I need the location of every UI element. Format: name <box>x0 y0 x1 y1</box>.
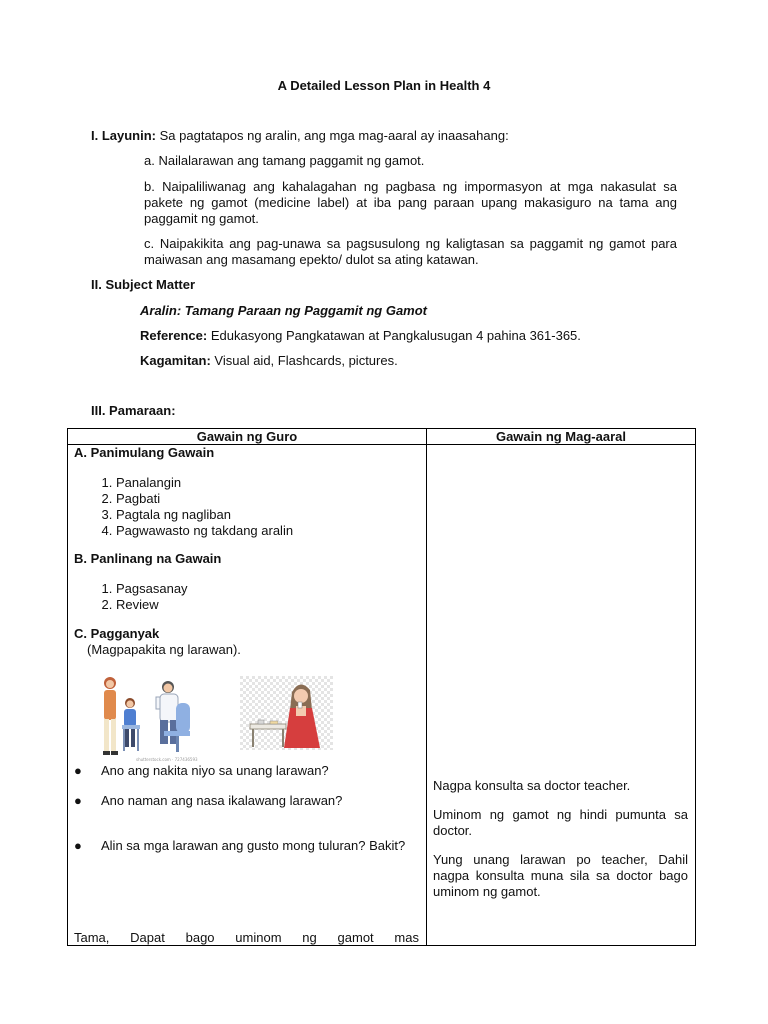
section-a-list <box>74 475 293 539</box>
teacher-cell <box>68 445 427 946</box>
answer-2: Uminom ng gamot ng hindi pumunta sa doctor. <box>433 807 688 838</box>
question-2: ● Ano naman ang nasa ikalawang larawan? <box>74 793 343 808</box>
list-item: 1. Pagsasanay <box>116 581 188 597</box>
section-b-list <box>74 581 188 613</box>
kagamitan-line <box>140 353 700 369</box>
subject-matter-heading: II. Subject Matter <box>91 277 196 292</box>
section-a-heading: A. Panimulang Gawain <box>74 445 215 460</box>
reference-value: Edukasyong Pangkatawan at Pangkalusugan 4 pahina 361-365. <box>210 328 581 343</box>
reference-label: Reference: <box>140 328 208 343</box>
procedure-heading: III. Pamaraan: <box>91 403 176 418</box>
list-item: 1. Panalangin <box>116 475 293 491</box>
answer-3: Yung unang larawan po teacher, Dahil nagpa konsulta muna sila sa doctor bago uminom ng gamot. <box>433 852 688 899</box>
page-title: A Detailed Lesson Plan in Health 4 <box>277 78 491 93</box>
child-body <box>124 709 136 727</box>
reference-line <box>140 328 700 344</box>
section-b-heading: B. Panlinang na Gawain <box>74 551 222 566</box>
objective-c: c. Naipakikita ang pag-unawa sa pagsusulong ng kaligtasan sa paggamit ng gamot para maiwasan ang masamang epekto/ dulot sa ating katawan. <box>144 236 677 267</box>
kagamitan-label: Kagamitan: <box>140 353 211 368</box>
objective-b: b. Naipaliliwanag ang kahalagahan ng pagbasa ng impormasyon at mga nakasulat sa pakete ng gamot (medicine label) at iba pang paraan upang makasiguro na tama ang paggamit ng gamot. <box>144 179 677 226</box>
aralin-title: Aralin: Tamang Paraan ng Paggamit ng Gamot <box>140 303 428 318</box>
objectives-intro: Sa pagtatapos ng aralin, ang mga mag-aaral ay inaasahang: <box>159 128 509 143</box>
doctor-coat <box>160 694 178 722</box>
self-medication-picture <box>240 676 333 750</box>
objectives-heading: I. Layunin: <box>91 128 156 143</box>
section-c-note: (Magpapakita ng larawan). <box>87 642 241 657</box>
table-row <box>68 445 696 946</box>
doctor-consultation-picture <box>98 675 210 763</box>
medicine-table <box>250 724 286 729</box>
kagamitan-value: Visual aid, Flashcards, pictures. <box>214 353 398 368</box>
doctor-chair <box>176 703 190 733</box>
question-1: ● Ano ang nakita niyo sa unang larawan? <box>74 763 329 778</box>
student-cell <box>427 445 696 946</box>
list-item: 4. Pagwawasto ng takdang aralin <box>116 523 293 539</box>
question-3: ● Alin sa mga larawan ang gusto mong tuluran? Bakit? <box>74 838 406 853</box>
teacher-column-header: Gawain ng Guro <box>68 429 427 445</box>
student-column-header: Gawain ng Mag-aaral <box>427 429 696 445</box>
table-header-row <box>68 429 696 445</box>
image-watermark: shutterstock.com · 727436593 <box>136 757 198 762</box>
list-item: 3. Pagtala ng nagliban <box>116 507 293 523</box>
list-item: 2. Pagbati <box>116 491 293 507</box>
teacher-closing-line: Tama, Dapat bago uminom ng gamot mas <box>74 930 419 945</box>
mother-body <box>104 690 116 720</box>
objective-a: a. Nailalarawan ang tamang paggamit ng gamot. <box>144 153 425 168</box>
list-item: 2. Review <box>116 597 188 613</box>
objectives-line <box>91 128 691 144</box>
procedure-table <box>67 428 696 946</box>
section-c-heading: C. Pagganyak <box>74 626 160 641</box>
answer-1: Nagpa konsulta sa doctor teacher. <box>433 778 631 793</box>
